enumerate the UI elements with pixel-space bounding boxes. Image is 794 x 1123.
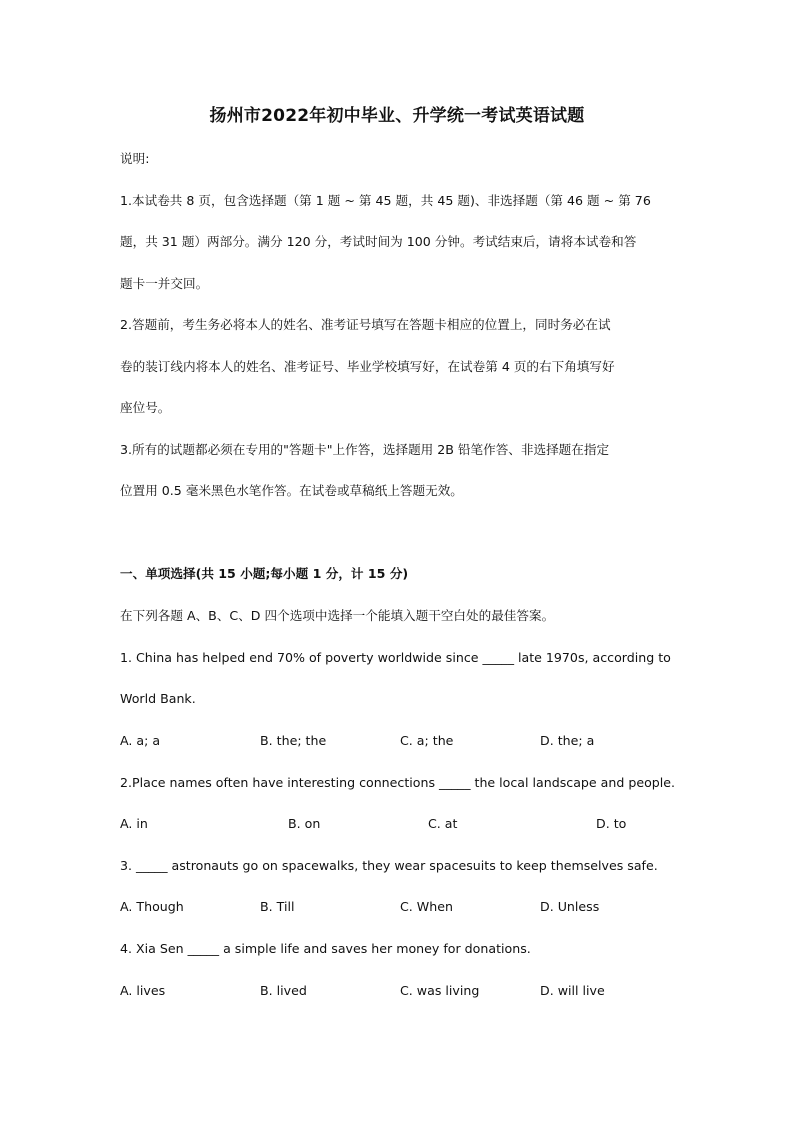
option-d: D. to — [596, 816, 627, 831]
option-b: B. Till — [260, 899, 295, 914]
instruction-line: 1.本试卷共 8 页，包含选择题（第 1 题 ~ 第 45 题，共 45 题)、非选择题（第 46 题 ~ 第 76 — [120, 193, 651, 208]
instruction-line: 题，共 31 题）两部分。满分 120 分，考试时间为 100 分钟。考试结束后，请将本试卷和答 — [120, 234, 637, 249]
option-a: A. lives — [120, 983, 166, 998]
options-row — [120, 981, 680, 1001]
option-d: D. the; a — [540, 733, 595, 748]
question-stem: 2.Place names often have interesting connections _____ the local landscape and people. — [120, 775, 676, 790]
option-d: D. Unless — [540, 899, 600, 914]
option-a: A. in — [120, 816, 148, 831]
instruction-line: 卷的装订线内将本人的姓名、准考证号、毕业学校填写好，在试卷第 4 页的右下角填写好 — [120, 359, 615, 374]
section-instruction: 在下列各题 A、B、C、D 四个选项中选择一个能填入题干空白处的最佳答案。 — [120, 608, 555, 623]
options-row — [120, 731, 680, 751]
instructions-heading: 说明: — [120, 151, 150, 166]
question-stem: World Bank. — [120, 691, 196, 706]
instruction-line: 2.答题前，考生务必将本人的姓名、准考证号填写在答题卡相应的位置上，同时务必在试 — [120, 317, 611, 332]
options-row — [120, 897, 680, 917]
option-c: C. a; the — [400, 733, 454, 748]
option-c: C. When — [400, 899, 453, 914]
instruction-line: 座位号。 — [120, 400, 171, 415]
question-stem: 1. China has helped end 70% of poverty worldwide since _____ late 1970s, according to — [120, 650, 671, 665]
section-title: 一、单项选择(共 15 小题;每小题 1 分，计 15 分) — [120, 566, 409, 581]
option-a: A. a; a — [120, 733, 161, 748]
instruction-line: 位置用 0.5 毫米黑色水笔作答。在试卷或草稿纸上答题无效。 — [120, 483, 463, 498]
options-row — [120, 814, 680, 834]
option-b: B. on — [288, 816, 321, 831]
option-c: C. was living — [400, 983, 480, 998]
instruction-line: 3.所有的试题都必须在专用的"答题卡"上作答，选择题用 2B 铅笔作答、非选择题在指定 — [120, 442, 610, 457]
question-stem: 3. _____ astronauts go on spacewalks, they wear spacesuits to keep themselves safe. — [120, 858, 658, 873]
option-c: C. at — [428, 816, 458, 831]
option-b: B. lived — [260, 983, 307, 998]
option-d: D. will live — [540, 983, 605, 998]
question-stem: 4. Xia Sen _____ a simple life and saves her money for donations. — [120, 941, 531, 956]
page-title: 扬州市2022年初中毕业、升学统一考试英语试题 — [209, 106, 585, 126]
option-a: A. Though — [120, 899, 184, 914]
instruction-line: 题卡一并交回。 — [120, 276, 209, 291]
option-b: B. the; the — [260, 733, 327, 748]
